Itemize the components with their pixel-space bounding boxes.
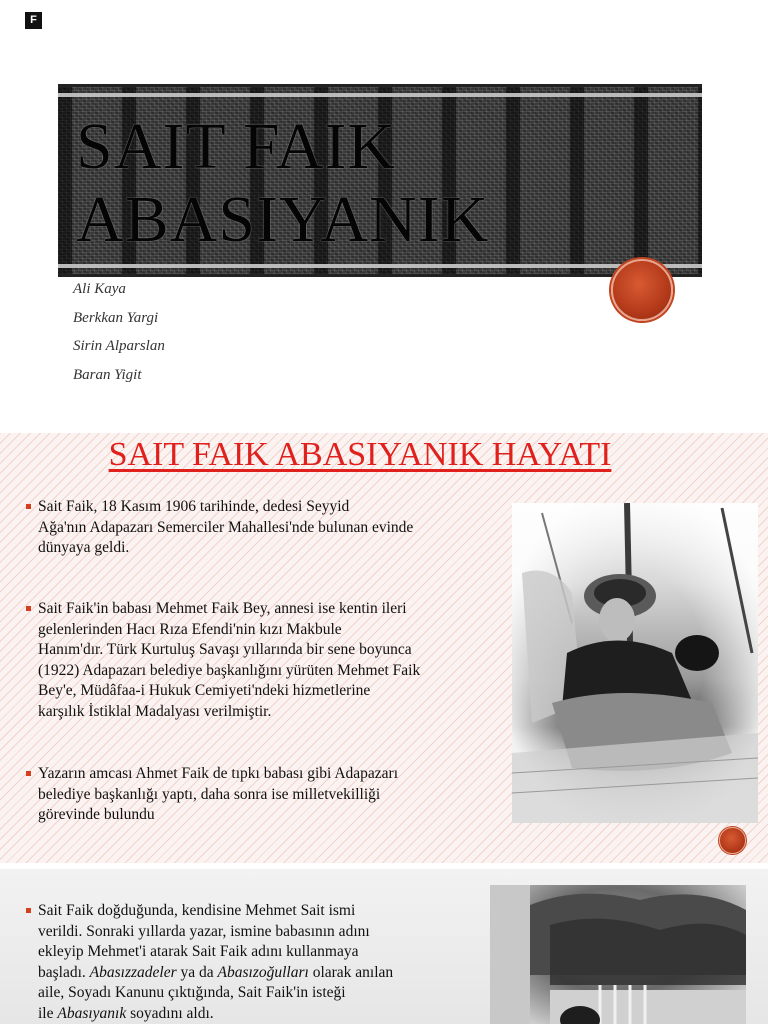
title-line-1: SAIT FAIK: [76, 110, 397, 183]
bullet-line: Ağa'nın Adapazarı Semerciler Mahallesi'nde bulunan evinde: [38, 518, 414, 536]
bullet-marker: [26, 908, 31, 913]
bullet-item: [24, 497, 413, 559]
garden-illustration: [490, 885, 746, 1024]
bullet-line: ile Abasıyanık soyadını aldı.: [38, 1004, 214, 1022]
author-name: Sirin Alparslan: [73, 338, 165, 354]
decorative-circle: [719, 827, 746, 854]
bullet-line: başladı. Abasızzadeler ya da Abasızoğulları olarak anılan: [38, 963, 394, 981]
bullet-line: aile, Soyadı Kanunu çıktığında, Sait Faik'in isteği: [38, 984, 346, 1001]
bullet-line: Hanım'dır. Türk Kurtuluş Savaşı yıllarında bir sene boyunca: [38, 641, 412, 658]
portrait-illustration: [512, 503, 758, 823]
bullet-line: gelenlerinden Hacı Rıza Efendi'nin kızı Makbule: [38, 620, 342, 638]
slide-name-history: [0, 869, 768, 1024]
bullet-line: ekleyip Mehmet'i atarak Sait Faik adını kullanmaya: [38, 943, 359, 960]
bullet-line: Sait Faik doğduğunda, kendisine Mehmet Sait ismi: [38, 902, 356, 919]
slide-biography: [0, 433, 768, 863]
decorative-circle: [611, 259, 673, 321]
bullet-item: [24, 901, 393, 1024]
bullet-marker: [26, 771, 31, 776]
bullet-marker: [26, 504, 31, 509]
slide-title: [0, 0, 768, 428]
author-name: Ali Kaya: [73, 281, 126, 297]
slide-heading: SAIT FAIK ABASIYANIK HAYATI: [108, 436, 612, 473]
portrait-photo: [512, 503, 758, 823]
title-banner: [58, 84, 702, 277]
author-name: Baran Yigit: [73, 366, 142, 383]
author-name: Berkkan Yargi: [73, 309, 159, 326]
bullet-line: Sait Faik, 18 Kasım 1906 tarihinde, dedesi Seyyid: [38, 498, 350, 515]
bullet-marker: [26, 606, 31, 611]
garden-photo: [490, 885, 746, 1024]
bullet-line: belediye başkanlığı yaptı, daha sonra ise milletvekilliği: [38, 785, 381, 803]
bullet-line: karşılık İstiklal Madalyası verilmiştir.: [38, 702, 272, 720]
bullet-item: [24, 764, 398, 826]
bullet-line: Bey'e, Müdâfaa-i Hukuk Cemiyeti'ndeki hizmetlerine: [38, 682, 371, 699]
title-line-2: ABASIYANIK: [76, 183, 490, 256]
bullet-line: görevinde bulundu: [38, 806, 155, 823]
author-list: [73, 279, 165, 393]
bullet-item: [24, 599, 420, 722]
bullet-line: (1922) Adapazarı belediye başkanlığını yürüten Mehmet Faik: [38, 661, 421, 679]
bullet-line: verildi. Sonraki yıllarda yazar, ismine babasının adını: [38, 922, 370, 940]
bullet-line: Sait Faik'in babası Mehmet Faik Bey, annesi ise kentin ileri: [38, 600, 407, 617]
banner-stripe-bottom: [58, 264, 702, 268]
banner-stripe-top: [58, 93, 702, 97]
bullet-line: Yazarın amcası Ahmet Faik de tıpkı babası gibi Adapazarı: [38, 765, 399, 782]
bullet-line: dünyaya geldi.: [38, 539, 130, 556]
brand-badge: F: [25, 12, 42, 29]
